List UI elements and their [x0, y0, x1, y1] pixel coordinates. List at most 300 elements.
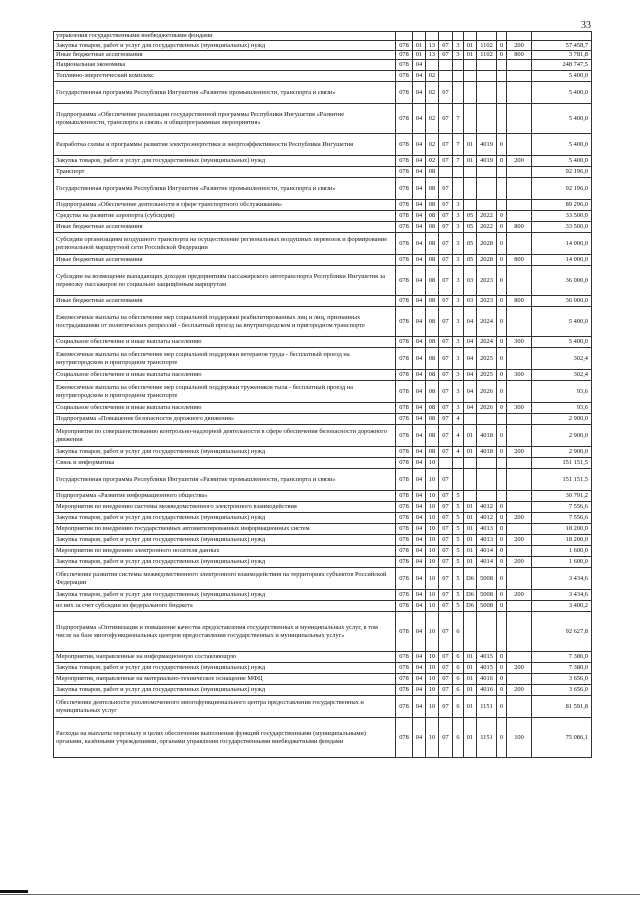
row-program-code: 07 — [439, 685, 453, 696]
row-measure-code: 05 — [464, 222, 477, 233]
row-extra-code: 0 — [497, 601, 507, 612]
row-program-code: 07 — [439, 233, 453, 255]
row-name: Субсидии организациям воздушного транспорта на осуществление региональных воздушных перевозок и формирование региональной маршрутной сети Российской Федерации — [54, 233, 396, 255]
row-name: Мероприятия по внедрению электронного носителя данных — [54, 546, 396, 557]
row-ved-code: 078 — [396, 557, 413, 568]
table-row — [54, 425, 592, 447]
row-name: Иные бюджетные ассигнования — [54, 51, 396, 60]
row-subsection-code: 10 — [426, 557, 439, 568]
row-subsection-code: 08 — [426, 370, 439, 381]
scan-edge-mark — [0, 890, 28, 893]
row-measure-code — [464, 104, 477, 134]
row-ved-code: 078 — [396, 51, 413, 60]
row-extra-code — [497, 167, 507, 178]
row-extra-code: 0 — [497, 568, 507, 590]
row-subprogram-code: 5 — [453, 557, 464, 568]
row-direction-code: 5008 — [477, 590, 497, 601]
row-ved-code: 078 — [396, 513, 413, 524]
row-expense-type-code — [507, 425, 532, 447]
table-row — [54, 513, 592, 524]
row-expense-type-code — [507, 546, 532, 557]
row-amount: 5 400,0 — [532, 307, 592, 337]
row-subsection-code: 10 — [426, 612, 439, 652]
row-measure-code: 01 — [464, 524, 477, 535]
row-measure-code — [464, 167, 477, 178]
row-ved-code: 078 — [396, 447, 413, 458]
row-direction-code: 4018 — [477, 447, 497, 458]
row-extra-code: 0 — [497, 51, 507, 60]
row-program-code: 07 — [439, 222, 453, 233]
row-extra-code: 0 — [497, 41, 507, 51]
row-amount: 5 400,0 — [532, 71, 592, 82]
row-amount: 302,4 — [532, 348, 592, 370]
row-expense-type-code — [507, 82, 532, 104]
row-expense-type-code — [507, 211, 532, 222]
row-section-code: 04 — [413, 685, 426, 696]
row-extra-code: 0 — [497, 296, 507, 307]
row-expense-type-code — [507, 60, 532, 71]
row-direction-code: 2024 — [477, 337, 497, 348]
row-subprogram-code: 3 — [453, 233, 464, 255]
row-direction-code: 2026 — [477, 381, 497, 403]
row-section-code: 01 — [413, 51, 426, 60]
row-subsection-code: 10 — [426, 524, 439, 535]
row-section-code: 04 — [413, 447, 426, 458]
row-program-code: 07 — [439, 178, 453, 200]
row-subprogram-code: 5 — [453, 491, 464, 502]
row-subprogram-code: 5 — [453, 513, 464, 524]
row-subprogram-code: 6 — [453, 718, 464, 758]
row-program-code: 07 — [439, 425, 453, 447]
row-subprogram-code: 5 — [453, 546, 464, 557]
row-expense-type-code — [507, 414, 532, 425]
row-program-code: 07 — [439, 104, 453, 134]
row-subprogram-code — [453, 32, 464, 41]
row-name: Мероприятия по совершенствованию контрольно-надзорной деятельности в сфере обеспечения безопасности дорожного движения — [54, 425, 396, 447]
row-ved-code: 078 — [396, 502, 413, 513]
row-section-code: 04 — [413, 233, 426, 255]
row-direction-code: 1102 — [477, 41, 497, 51]
row-ved-code: 078 — [396, 255, 413, 266]
row-subsection-code: 08 — [426, 381, 439, 403]
row-subsection-code: 10 — [426, 469, 439, 491]
row-program-code: 07 — [439, 491, 453, 502]
row-direction-code: 2026 — [477, 403, 497, 414]
table-row — [54, 502, 592, 513]
row-measure-code — [464, 60, 477, 71]
row-subprogram-code: 3 — [453, 255, 464, 266]
scan-bottom-line — [0, 894, 640, 895]
row-amount: 3 656,0 — [532, 674, 592, 685]
row-name: Мероприятия, направленные на информационную составляющую — [54, 652, 396, 663]
row-section-code: 04 — [413, 104, 426, 134]
row-subprogram-code: 7 — [453, 104, 464, 134]
row-extra-code: 0 — [497, 652, 507, 663]
row-expense-type-code — [507, 32, 532, 41]
row-ved-code: 078 — [396, 167, 413, 178]
row-direction-code: 2022 — [477, 211, 497, 222]
table-row — [54, 41, 592, 51]
row-measure-code: 04 — [464, 403, 477, 414]
row-measure-code: 01 — [464, 535, 477, 546]
row-subsection-code: 10 — [426, 458, 439, 469]
row-program-code: 07 — [439, 535, 453, 546]
row-expense-type-code — [507, 71, 532, 82]
row-program-code: 07 — [439, 414, 453, 425]
row-amount: 75 086,1 — [532, 718, 592, 758]
row-name: Подпрограмма «Оптимизация и повышение качества предоставления государственных и муниципальных услуг, в том числе на базе многофункциональных центров предоставления государственных и муниципальных услуг» — [54, 612, 396, 652]
row-extra-code: 0 — [497, 156, 507, 167]
row-measure-code — [464, 414, 477, 425]
row-extra-code: 0 — [497, 718, 507, 758]
row-measure-code: 01 — [464, 718, 477, 758]
row-measure-code — [464, 469, 477, 491]
row-section-code: 04 — [413, 535, 426, 546]
row-subsection-code: 10 — [426, 696, 439, 718]
row-expense-type-code — [507, 674, 532, 685]
row-subprogram-code: 5 — [453, 601, 464, 612]
row-ved-code: 078 — [396, 60, 413, 71]
row-program-code — [439, 60, 453, 71]
row-amount: 93,6 — [532, 381, 592, 403]
row-program-code: 07 — [439, 82, 453, 104]
row-subprogram-code — [453, 469, 464, 491]
row-name: Подпрограмма «Обеспечение деятельности в сфере транспортного обслуживания» — [54, 200, 396, 211]
row-expense-type-code — [507, 612, 532, 652]
row-ved-code: 078 — [396, 156, 413, 167]
row-direction-code: 4013 — [477, 535, 497, 546]
row-subprogram-code: 3 — [453, 41, 464, 51]
table-row — [54, 200, 592, 211]
row-measure-code: 01 — [464, 41, 477, 51]
row-name: Подпрограмма «Повышение безопасности дорожного движения» — [54, 414, 396, 425]
table-row — [54, 663, 592, 674]
row-program-code: 07 — [439, 337, 453, 348]
row-measure-code: 01 — [464, 674, 477, 685]
row-measure-code: 05 — [464, 211, 477, 222]
row-measure-code — [464, 200, 477, 211]
row-program-code: 07 — [439, 513, 453, 524]
row-subprogram-code: 6 — [453, 685, 464, 696]
row-ved-code: 078 — [396, 696, 413, 718]
table-row — [54, 674, 592, 685]
row-measure-code: 01 — [464, 156, 477, 167]
row-subsection-code: 08 — [426, 200, 439, 211]
row-direction-code: 1102 — [477, 51, 497, 60]
row-ved-code: 078 — [396, 535, 413, 546]
row-program-code: 07 — [439, 370, 453, 381]
row-measure-code: 04 — [464, 381, 477, 403]
row-direction-code — [477, 60, 497, 71]
row-expense-type-code — [507, 524, 532, 535]
row-direction-code — [477, 71, 497, 82]
row-ved-code: 078 — [396, 425, 413, 447]
row-expense-type-code: 100 — [507, 718, 532, 758]
table-row — [54, 296, 592, 307]
row-subsection-code: 02 — [426, 134, 439, 156]
row-subprogram-code: 6 — [453, 663, 464, 674]
row-section-code: 04 — [413, 307, 426, 337]
row-section-code: 04 — [413, 381, 426, 403]
row-subsection-code: 02 — [426, 71, 439, 82]
row-measure-code: 01 — [464, 546, 477, 557]
row-extra-code: 0 — [497, 381, 507, 403]
row-amount: 92 196,0 — [532, 167, 592, 178]
row-extra-code: 0 — [497, 211, 507, 222]
row-extra-code — [497, 71, 507, 82]
row-direction-code — [477, 612, 497, 652]
row-section-code: 04 — [413, 663, 426, 674]
row-expense-type-code: 200 — [507, 590, 532, 601]
row-measure-code: 01 — [464, 502, 477, 513]
row-section-code: 04 — [413, 458, 426, 469]
row-subprogram-code: 6 — [453, 674, 464, 685]
row-program-code: 07 — [439, 469, 453, 491]
row-amount: 1 600,0 — [532, 546, 592, 557]
row-subsection-code: 13 — [426, 51, 439, 60]
row-program-code: 07 — [439, 51, 453, 60]
row-program-code: 07 — [439, 41, 453, 51]
row-ved-code: 078 — [396, 663, 413, 674]
row-program-code: 07 — [439, 557, 453, 568]
row-direction-code: 4014 — [477, 546, 497, 557]
table-row — [54, 255, 592, 266]
row-amount: 5 400,0 — [532, 104, 592, 134]
row-amount: 92 627,8 — [532, 612, 592, 652]
row-extra-code — [497, 612, 507, 652]
row-subsection-code — [426, 32, 439, 41]
row-direction-code: 5008 — [477, 568, 497, 590]
row-ved-code: 078 — [396, 674, 413, 685]
row-subprogram-code: 6 — [453, 612, 464, 652]
table-row — [54, 557, 592, 568]
row-measure-code: 01 — [464, 685, 477, 696]
table-row — [54, 32, 592, 41]
row-amount: 5 400,0 — [532, 337, 592, 348]
row-expense-type-code: 200 — [507, 41, 532, 51]
table-row — [54, 348, 592, 370]
row-expense-type-code — [507, 381, 532, 403]
row-expense-type-code: 800 — [507, 296, 532, 307]
row-section-code: 04 — [413, 469, 426, 491]
row-measure-code: 03 — [464, 296, 477, 307]
row-name: Транспорт — [54, 167, 396, 178]
row-program-code: 07 — [439, 524, 453, 535]
row-ved-code: 078 — [396, 491, 413, 502]
table-row — [54, 337, 592, 348]
row-section-code: 04 — [413, 370, 426, 381]
row-section-code: 04 — [413, 71, 426, 82]
row-ved-code: 078 — [396, 134, 413, 156]
row-subprogram-code: 3 — [453, 370, 464, 381]
row-section-code: 04 — [413, 674, 426, 685]
row-name: Государственная программа Республики Ингушетия «Развитие промышленности, транспорта и связи» — [54, 469, 396, 491]
row-section-code: 04 — [413, 211, 426, 222]
row-section-code: 04 — [413, 524, 426, 535]
row-subsection-code: 10 — [426, 590, 439, 601]
row-ved-code: 078 — [396, 601, 413, 612]
row-measure-code: 01 — [464, 557, 477, 568]
row-expense-type-code: 200 — [507, 447, 532, 458]
row-amount: 89 296,0 — [532, 200, 592, 211]
row-direction-code: 2025 — [477, 370, 497, 381]
row-expense-type-code — [507, 568, 532, 590]
row-amount: 7 380,0 — [532, 663, 592, 674]
row-program-code: 07 — [439, 255, 453, 266]
table-row — [54, 211, 592, 222]
row-measure-code — [464, 491, 477, 502]
row-extra-code: 0 — [497, 337, 507, 348]
row-name: Топливно-энергетический комплекс — [54, 71, 396, 82]
row-direction-code: 4014 — [477, 557, 497, 568]
row-amount: 3 781,8 — [532, 51, 592, 60]
row-direction-code: 2023 — [477, 296, 497, 307]
row-amount: 33 500,0 — [532, 211, 592, 222]
row-name: Государственная программа Республики Ингушетия «Развитие промышленности, транспорта и связи» — [54, 178, 396, 200]
row-subprogram-code: 3 — [453, 211, 464, 222]
row-name: Закупка товаров, работ и услуг для государственных (муниципальных) нужд — [54, 663, 396, 674]
row-subsection-code: 02 — [426, 82, 439, 104]
row-measure-code: 04 — [464, 370, 477, 381]
row-direction-code: 4016 — [477, 685, 497, 696]
row-direction-code — [477, 491, 497, 502]
row-name: Расходы на выплаты персоналу в целях обеспечения выполнения функций государственными (муниципальными) органами, казёнными учреждениями, органами управления государственными внебюджетными фондами — [54, 718, 396, 758]
row-subsection-code: 08 — [426, 211, 439, 222]
table-row — [54, 535, 592, 546]
table-row — [54, 612, 592, 652]
row-ved-code: 078 — [396, 211, 413, 222]
row-extra-code: 0 — [497, 696, 507, 718]
row-expense-type-code: 200 — [507, 663, 532, 674]
row-subprogram-code — [453, 82, 464, 104]
row-expense-type-code — [507, 696, 532, 718]
row-program-code — [439, 32, 453, 41]
row-ved-code: 078 — [396, 233, 413, 255]
row-program-code: 07 — [439, 652, 453, 663]
row-extra-code: 0 — [497, 546, 507, 557]
row-direction-code: 4012 — [477, 513, 497, 524]
row-subsection-code: 10 — [426, 685, 439, 696]
row-direction-code: 4012 — [477, 502, 497, 513]
row-ved-code: 078 — [396, 200, 413, 211]
row-subsection-code: 08 — [426, 222, 439, 233]
row-direction-code: 4019 — [477, 156, 497, 167]
row-section-code: 04 — [413, 60, 426, 71]
row-expense-type-code — [507, 178, 532, 200]
row-extra-code: 0 — [497, 266, 507, 296]
row-expense-type-code: 200 — [507, 535, 532, 546]
row-name: Закупка товаров, работ и услуг для государственных (муниципальных) нужд — [54, 447, 396, 458]
row-ved-code: 078 — [396, 590, 413, 601]
row-measure-code: D6 — [464, 568, 477, 590]
table-row — [54, 568, 592, 590]
table-row — [54, 51, 592, 60]
row-amount: 14 000,0 — [532, 233, 592, 255]
row-subsection-code: 10 — [426, 674, 439, 685]
row-subsection-code: 08 — [426, 296, 439, 307]
row-subsection-code: 08 — [426, 337, 439, 348]
row-expense-type-code — [507, 104, 532, 134]
row-ved-code: 078 — [396, 458, 413, 469]
row-direction-code: 2028 — [477, 233, 497, 255]
row-section-code — [413, 32, 426, 41]
table-row — [54, 469, 592, 491]
row-extra-code — [497, 178, 507, 200]
row-subprogram-code: 3 — [453, 222, 464, 233]
row-program-code: 07 — [439, 447, 453, 458]
table-row — [54, 381, 592, 403]
row-subprogram-code: 5 — [453, 590, 464, 601]
row-ved-code: 078 — [396, 266, 413, 296]
row-direction-code: 4019 — [477, 134, 497, 156]
row-program-code: 07 — [439, 403, 453, 414]
row-name: Обеспечение развития системы межведомственного электронного взаимодействия на территориях субъектов Российской Федерации — [54, 568, 396, 590]
row-subsection-code: 10 — [426, 502, 439, 513]
row-measure-code: 01 — [464, 663, 477, 674]
row-program-code: 07 — [439, 612, 453, 652]
row-ved-code: 078 — [396, 546, 413, 557]
row-extra-code: 0 — [497, 370, 507, 381]
row-section-code: 04 — [413, 222, 426, 233]
table-row — [54, 601, 592, 612]
row-name: Закупка товаров, работ и услуг для государственных (муниципальных) нужд — [54, 41, 396, 51]
row-amount: 3 434,6 — [532, 590, 592, 601]
row-subprogram-code: 3 — [453, 403, 464, 414]
row-name: Иные бюджетные ассигнования — [54, 296, 396, 307]
table-row — [54, 652, 592, 663]
row-subsection-code: 10 — [426, 568, 439, 590]
row-subprogram-code: 3 — [453, 307, 464, 337]
row-ved-code: 078 — [396, 403, 413, 414]
row-section-code: 04 — [413, 200, 426, 211]
table-row — [54, 167, 592, 178]
row-program-code: 07 — [439, 156, 453, 167]
row-amount: 2 900,0 — [532, 425, 592, 447]
row-expense-type-code — [507, 458, 532, 469]
row-extra-code: 0 — [497, 447, 507, 458]
row-subsection-code: 02 — [426, 104, 439, 134]
row-subsection-code: 08 — [426, 307, 439, 337]
row-extra-code: 0 — [497, 348, 507, 370]
row-program-code: 07 — [439, 696, 453, 718]
table-row — [54, 696, 592, 718]
row-name: Социальное обеспечение и иные выплаты населению — [54, 370, 396, 381]
row-subprogram-code: 7 — [453, 134, 464, 156]
row-direction-code: 4015 — [477, 663, 497, 674]
row-ved-code: 078 — [396, 568, 413, 590]
row-expense-type-code — [507, 200, 532, 211]
row-measure-code: D6 — [464, 590, 477, 601]
row-name: управления государственными внебюджетными фондами — [54, 32, 396, 41]
row-measure-code — [464, 32, 477, 41]
table-row — [54, 266, 592, 296]
row-direction-code — [477, 167, 497, 178]
row-measure-code: 01 — [464, 425, 477, 447]
row-section-code: 04 — [413, 612, 426, 652]
row-subsection-code: 10 — [426, 546, 439, 557]
row-section-code: 04 — [413, 652, 426, 663]
row-subprogram-code: 3 — [453, 381, 464, 403]
row-name: Средства на развитие аэропорта (субсидии) — [54, 211, 396, 222]
row-amount: 18 200,0 — [532, 535, 592, 546]
row-section-code: 04 — [413, 546, 426, 557]
row-expense-type-code — [507, 233, 532, 255]
row-extra-code: 0 — [497, 255, 507, 266]
row-program-code: 07 — [439, 590, 453, 601]
row-extra-code: 0 — [497, 502, 507, 513]
row-program-code — [439, 71, 453, 82]
row-section-code: 04 — [413, 590, 426, 601]
